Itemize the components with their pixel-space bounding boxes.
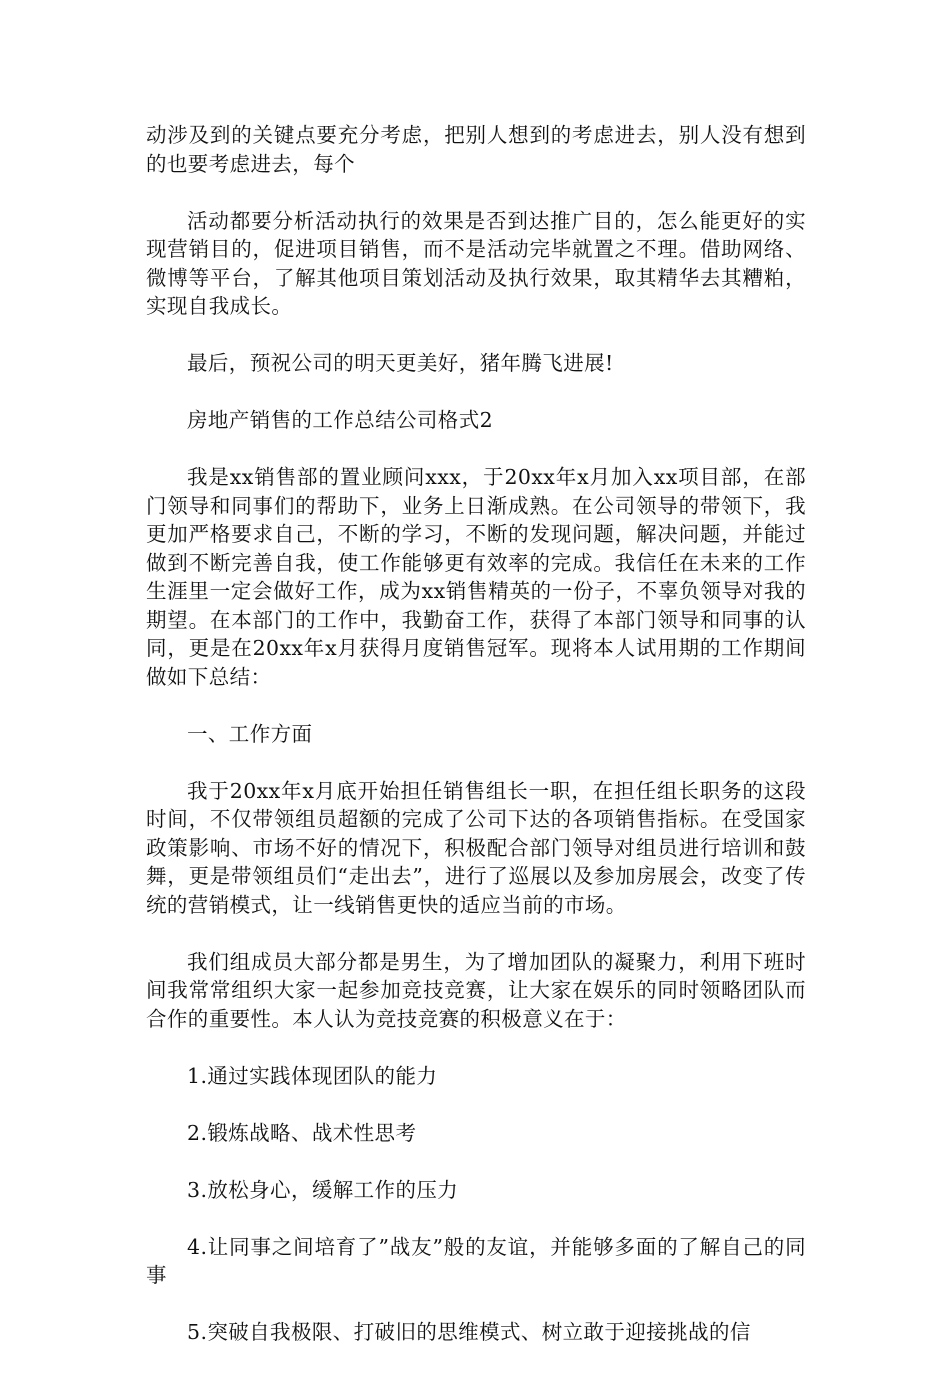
- list-item-5: 5.突破自我极限、打破旧的思维模式、树立敢于迎接挑战的信: [187, 1320, 751, 1344]
- list-item-4: 4.让同事之间培育了”战友”般的友谊，并能够多面的了解自己的同事: [146, 1234, 806, 1287]
- paragraph-2: 活动都要分析活动执行的效果是否到达推广目的，怎么能更好的实现营销目的，促进项目销售，而不是活动完毕就置之不理。借助网络、微博等平台，了解其他项目策划活动及执行效果，取其精华去其糟粕，实现自我成长。: [146, 208, 806, 318]
- list-item-3: 3.放松身心，缓解工作的压力: [187, 1177, 459, 1202]
- section-heading-work: 一、工作方面: [187, 721, 313, 746]
- section-title: 房地产销售的工作总结公司格式2: [187, 408, 494, 432]
- paragraph-5: 我于20xx年x月底开始担任销售组长一职，在担任组长职务的这段时间，不仅带领组员超额的完成了公司下达的各项销售指标。在受国家政策影响、市场不好的情况下，积极配合部门领导对组员进行培训和鼓舞，更是带领组员们“走出去”，进行了巡展以及参加房展会，改变了传统的营销模式，让一线销售更快的适应当前的市场。: [146, 778, 806, 917]
- list-item-2: 2.锻炼战略、战术性思考: [187, 1120, 417, 1145]
- paragraph-1: 动涉及到的关键点要充分考虑，把别人想到的考虑进去，别人没有想到的也要考虑进去，每个: [146, 123, 806, 176]
- paragraph-6: 我们组成员大部分都是男生，为了增加团队的凝聚力，利用下班时间我常常组织大家一起参加竞技竞赛，让大家在娱乐的同时领略团队而合作的重要性。本人认为竞技竞赛的积极意义在于：: [146, 949, 806, 1031]
- paragraph-3: 最后，预祝公司的明天更美好，猪年腾飞进展!: [187, 351, 614, 375]
- list-item-1: 1.通过实践体现团队的能力: [187, 1063, 438, 1088]
- document-page: [146, 121, 806, 1375]
- paragraph-4: 我是xx销售部的置业顾问xxx，于20xx年x月加入xx项目部，在部门领导和同事们的帮助下，业务上日渐成熟。在公司领导的带领下，我更加严格要求自己，不断的学习，不断的发现问题，解决问题，并能过做到不断完善自我，使工作能够更有效率的完成。我信任在未来的工作生涯里一定会做好工作，成为xx销售精英的一份子，不辜负领导对我的期望。在本部门的工作中，我勤奋工作，获得了本部门领导和同事的认同，更是在20xx年x月获得月度销售冠军。现将本人试用期的工作期间做如下总结：: [146, 465, 806, 689]
